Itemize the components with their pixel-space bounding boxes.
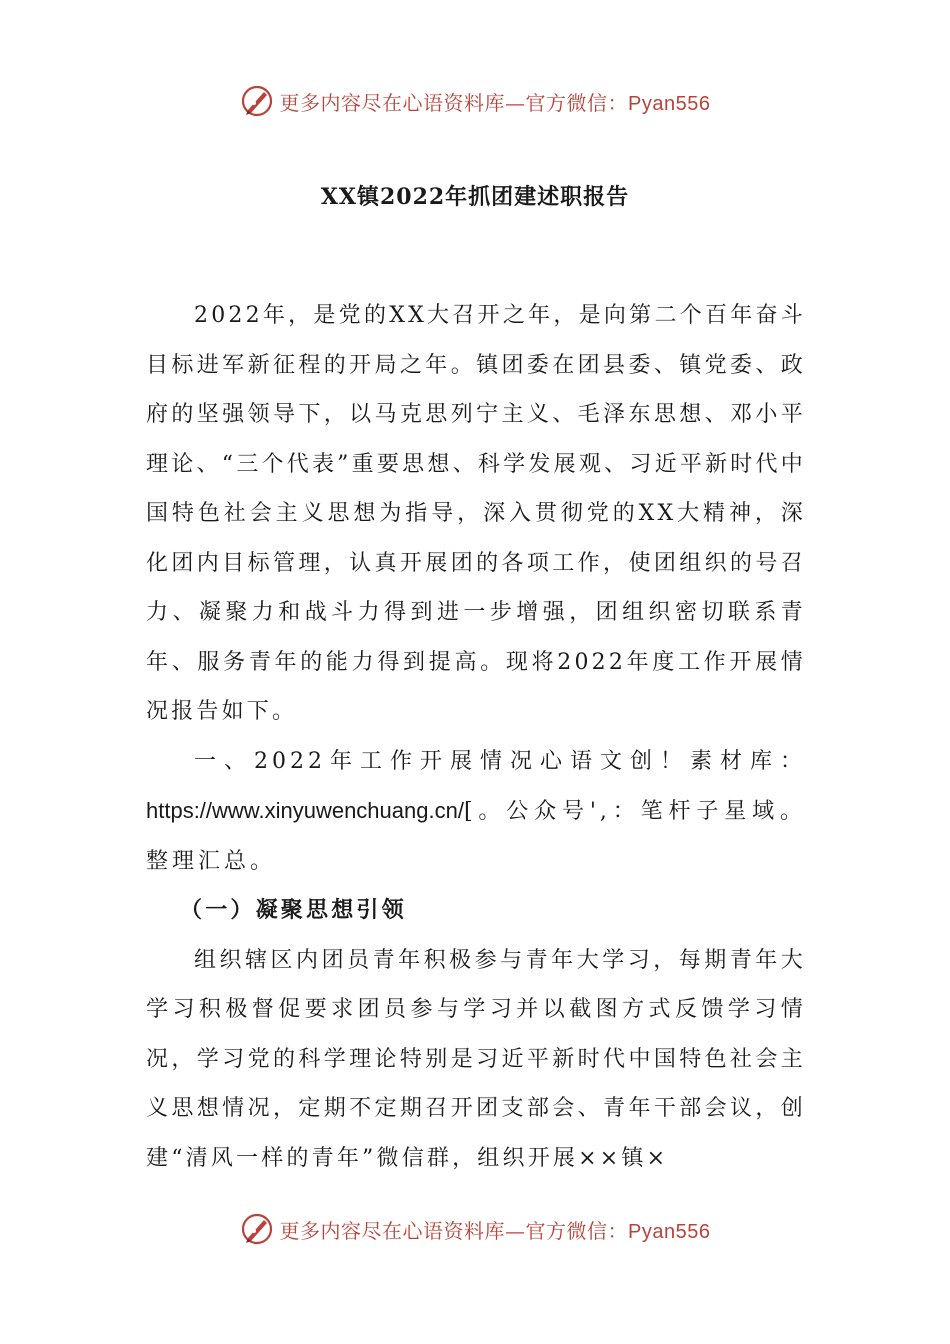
- watermark-footer: [0, 1212, 950, 1246]
- intro-paragraph: 2022年，是党的XX大召开之年，是向第二个百年奋斗目标进军新征程的开局之年。镇团委在团县委、镇党委、政府的坚强领导下，以马克思列宁主义、毛泽东思想、邓小平理论、“三个代表”重要思想、科学发展观、习近平新时代中国特色社会主义思想为指导，深入贯彻党的XX大精神，深化团内目标管理，认真开展团的各项工作，使团组织的号召力、凝聚力和战斗力得到进一步增强，团组织密切联系青年、服务青年的能力得到提高。现将2022年度工作开展情况报告如下。: [146, 303, 806, 724]
- document-title: XX镇2022年抓团建述职报告: [320, 184, 630, 210]
- subheading-1: （一）凝聚思想引领: [180, 897, 407, 923]
- pen-logo-icon: [240, 84, 274, 118]
- body-paragraph-2: 组织辖区内团员青年积极参与青年大学习，每期青年大学习积极督促要求团员参与学习并以截图方式反馈学习情况，学习党的科学理论特别是习近平新时代中国特色社会主义思想情况，定期不定期召开团支部会、青年干部会议，创建“清风一样的青年”微信群，组织开展××镇×: [146, 947, 806, 1171]
- watermark-header: [0, 84, 950, 118]
- document-body: [146, 291, 806, 1183]
- pen-logo-icon: [240, 1212, 274, 1246]
- watermark-text: 更多内容尽在心语资料库—官方微信：Pyan556: [279, 1218, 711, 1243]
- resource-url[interactable]: https://www.xinyuwenchuang.cn/: [146, 798, 464, 823]
- watermark-text: 更多内容尽在心语资料库—官方微信：Pyan556: [279, 90, 711, 115]
- section-heading-1: 一、2022年工作开展情况心语文创！素材库：https://www.xinyuwenchuang.cn/[。公众号',：笔杆子星域。整理汇总。: [146, 748, 806, 874]
